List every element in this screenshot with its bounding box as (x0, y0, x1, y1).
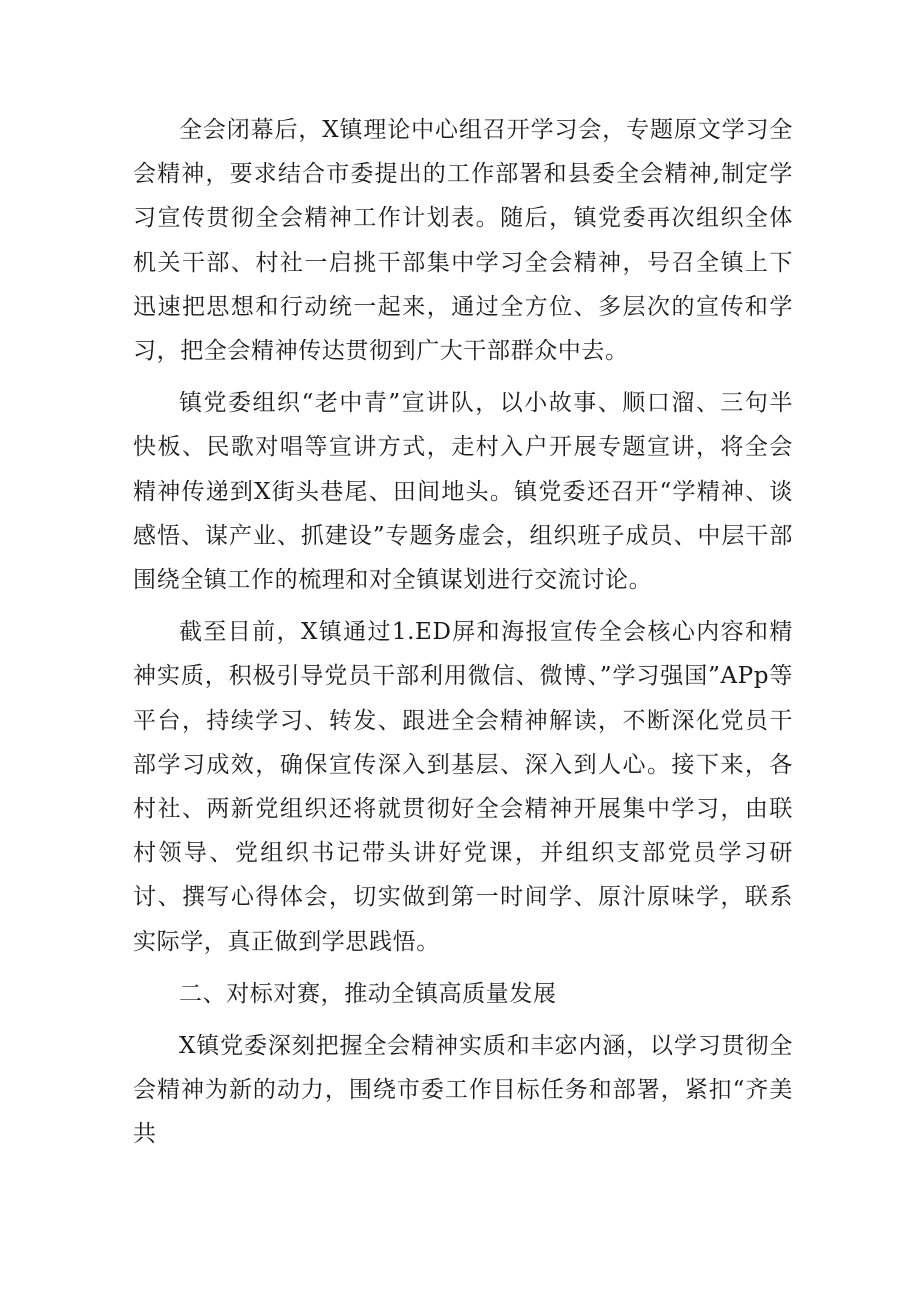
document-body (133, 108, 793, 1165)
paragraph-current-progress: 截至目前，X镇通过1.ED屏和海报宣传全会核心内容和精神实质，积极引导党员干部利用微信、微博、”学习强国”APp等平台，持续学习、转发、跟进全会精神解读，不断深化党员干部学习成效，确保宣传深入到基层、深入到人心。接下来，各村社、两新党组织还将就贯彻好全会精神开展集中学习，由联村领导、党组织书记带头讲好党课，并组织支部党员学习研讨、撰写心得体会，切实做到第一时间学、原汁原味学，联系实际学，真正做到学思践悟。 (133, 619, 793, 955)
section-heading: 二、对标对赛，推动全镇高质量发展 (179, 980, 557, 1007)
paragraph-party-committee: X镇党委深刻把握全会精神实质和丰宓内涵，以学习贯彻全会精神为新的动力，围绕市委工作目标任务和部署，紧扣“齐美共 (133, 1033, 793, 1148)
paragraph-propaganda-team: 镇党委组织“老中青”宣讲队，以小故事、顺口溜、三句半快板、民歌对唱等宣讲方式，走村入户开展专题宣讲，将全会精神传递到X街头巷尾、田间地头。镇党委还召开“学精神、谈感悟、谋产业、抓建设”专题务虚会，组织班子成员、中层干部围绕全镇工作的梳理和对全镇谋划进行交流讨论。 (133, 390, 793, 594)
paragraph-plenary-study: 全会闭幕后，X镇理论中心组召开学习会，专题原文学习全会精神，要求结合市委提出的工作部署和县委全会精神,制定学习宣传贯彻全会精神工作计划表。随后，镇党委再次组织全体机关干部、村社一启挑干部集中学习全会精神，号召全镇上下迅速把思想和行动统一起来，通过全方位、多层次的宣传和学习，把全会精神传达贯彻到广大干部群众中去。 (133, 117, 793, 365)
